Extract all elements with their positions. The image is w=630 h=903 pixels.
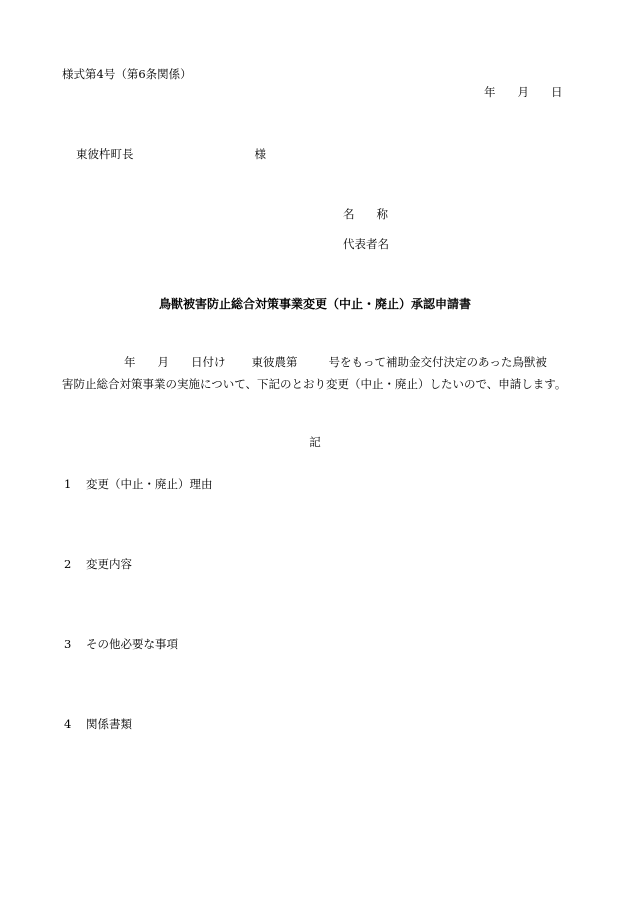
item-label: 関係書類 bbox=[86, 717, 132, 731]
body-office: 東彼農第 bbox=[251, 355, 298, 369]
ki-heading: 記 bbox=[309, 435, 321, 449]
list-item bbox=[64, 556, 132, 572]
addressee bbox=[76, 146, 266, 162]
item-number: 2 bbox=[64, 557, 72, 571]
applicant-name-label bbox=[343, 206, 388, 222]
item-label: その他必要な事項 bbox=[86, 637, 178, 651]
applicant-name-char-2: 称 bbox=[376, 207, 388, 221]
date-year-label: 年 bbox=[484, 85, 496, 99]
item-label: 変更内容 bbox=[86, 557, 132, 571]
body-year: 年 bbox=[124, 355, 136, 369]
list-item bbox=[64, 476, 213, 492]
body-month: 月 bbox=[157, 355, 169, 369]
document-title: 鳥獣被害防止総合対策事業変更（中止・廃止）承認申請書 bbox=[158, 297, 471, 311]
date-day-label: 日 bbox=[551, 85, 563, 99]
applicant-representative-label: 代表者名 bbox=[343, 237, 389, 251]
body-line-2: 害防止総合対策事業の実施について、下記のとおり変更（中止・廃止）したいので、申請します。 bbox=[62, 377, 567, 391]
item-label: 変更（中止・廃止）理由 bbox=[86, 477, 213, 491]
list-item bbox=[64, 636, 178, 652]
date-month-label: 月 bbox=[517, 85, 529, 99]
addressee-honorific: 様 bbox=[254, 147, 266, 161]
item-number: 1 bbox=[64, 477, 72, 491]
body-dated: 日付け bbox=[191, 355, 226, 369]
item-number: 3 bbox=[64, 637, 72, 651]
form-number: 様式第4号（第6条関係） bbox=[62, 67, 192, 81]
item-number: 4 bbox=[64, 717, 72, 731]
body-line1-tail: 号をもって補助金交付決定のあった鳥獣被 bbox=[328, 355, 547, 369]
applicant-name-char-1: 名 bbox=[343, 207, 355, 221]
list-item bbox=[64, 716, 132, 732]
date-line bbox=[484, 84, 563, 100]
body-line-1 bbox=[124, 354, 547, 370]
addressee-name: 東彼杵町長 bbox=[76, 147, 134, 161]
